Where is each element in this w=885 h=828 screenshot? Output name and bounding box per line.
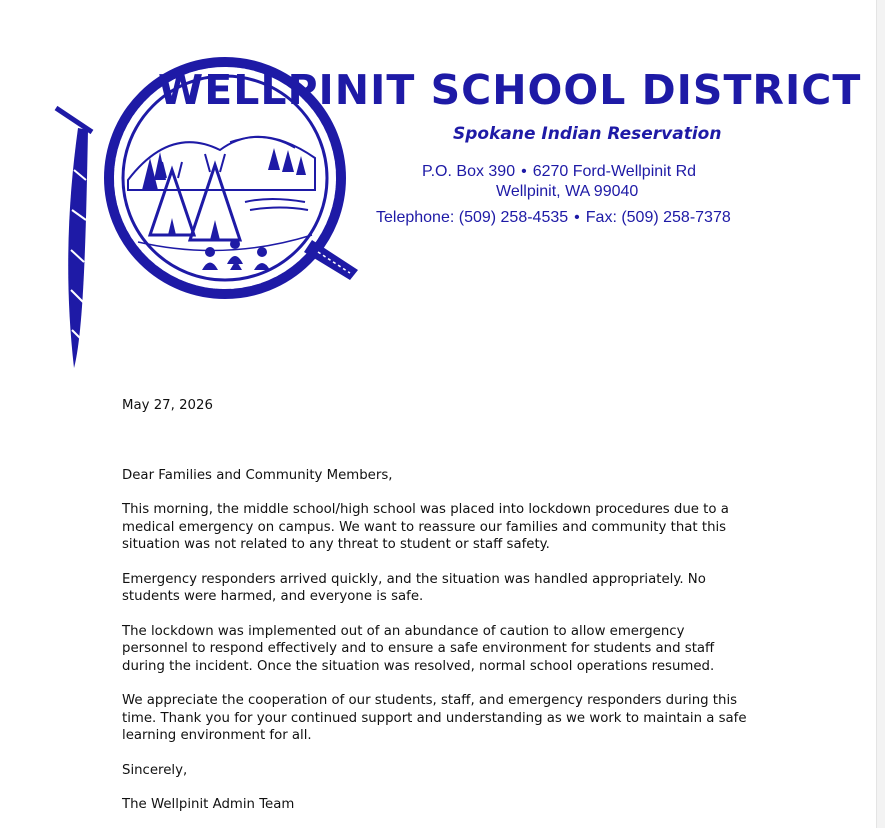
feather-icon xyxy=(56,108,92,368)
letter-date: May 27, 2026 xyxy=(122,398,213,413)
reservation-name: Spokane Indian Reservation xyxy=(453,124,722,144)
mailing-address xyxy=(422,163,696,181)
paragraph-4: We appreciate the cooperation of our students, staff, and emergency responders during this time. Thank you for your continued support and understanding as we work to maintain a safe learning environment for all. xyxy=(122,693,747,743)
street-address: 6270 Ford-Wellpinit Rd xyxy=(532,163,697,180)
teepee-icon xyxy=(150,154,240,240)
letterhead xyxy=(0,0,870,380)
closing: Sincerely, xyxy=(122,762,188,778)
letter-body xyxy=(122,397,752,814)
people-icon xyxy=(202,239,270,270)
city-state-zip: Wellpinit, WA 99040 xyxy=(496,183,639,200)
po-box: P.O. Box 390 xyxy=(422,163,516,180)
contact-line xyxy=(376,209,731,227)
fax: Fax: (509) 258-7378 xyxy=(585,209,731,226)
telephone: Telephone: (509) 258-4535 xyxy=(376,209,569,226)
signature: The Wellpinit Admin Team xyxy=(122,797,295,812)
salutation: Dear Families and Community Members, xyxy=(122,467,393,483)
district-name: WELLPINIT SCHOOL DISTRICT xyxy=(158,66,862,114)
paragraph-3: The lockdown was implemented out of an abundance of caution to allow emergency personnel to respond effectively and to ensure a safe environment for students and staff during the incident. Once the situation was resolved, normal school operations resumed. xyxy=(122,623,715,674)
bullet-separator: • xyxy=(521,163,527,180)
scrollbar-track[interactable] xyxy=(876,0,885,828)
paragraph-2: Emergency responders arrived quickly, and the situation was handled appropriately. No students were harmed, and everyone is safe. xyxy=(122,571,706,604)
bullet-separator: • xyxy=(574,209,580,226)
paragraph-1: This morning, the middle school/high school was placed into lockdown procedures due to a medical emergency on campus. We want to reassure our families and community that this situation was not related to any threat to student or staff safety. xyxy=(122,502,729,552)
